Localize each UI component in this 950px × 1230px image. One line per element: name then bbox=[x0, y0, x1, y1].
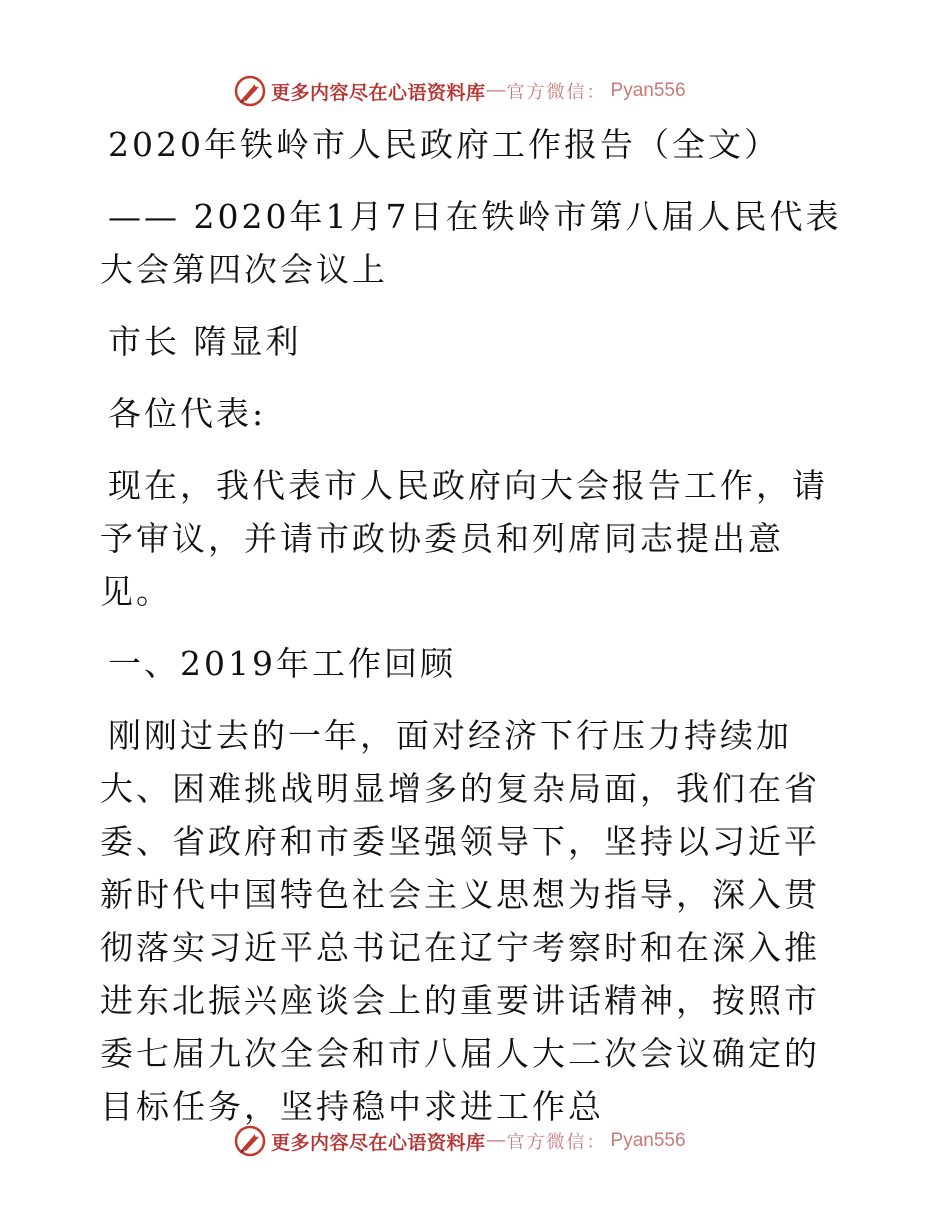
watermark-dash: — bbox=[486, 1130, 506, 1151]
watermark-wechat-id: Pyan556 bbox=[610, 80, 686, 101]
body-paragraph: 刚刚过去的一年，面对经济下行压力持续加大、困难挑战明显增多的复杂局面，我们在省委、省政府和市委坚强领导下，坚持以习近平新时代中国特色社会主义思想为指导，深入贯彻落实习近平总书记在辽宁考察时和在深入推进东北振兴座谈会上的重要讲话精神，按照市委七届九次全会和市八届人大二次会议确定的目标任务，坚持稳中求进工作总 bbox=[100, 716, 820, 1126]
watermark-label: 官方微信： bbox=[506, 1132, 607, 1153]
section-heading: 一、2019年工作回顾 bbox=[108, 644, 456, 683]
header-watermark bbox=[233, 74, 686, 108]
watermark-text: 更多内容尽在心语资料库 bbox=[271, 1131, 486, 1154]
watermark-text: 更多内容尽在心语资料库 bbox=[271, 81, 486, 104]
pen-logo-icon bbox=[233, 1124, 267, 1158]
document-body bbox=[100, 118, 850, 1152]
watermark-dash: — bbox=[486, 80, 506, 101]
document-title: 2020年铁岭市人民政府工作报告（全文） bbox=[108, 125, 780, 164]
watermark-label: 官方微信： bbox=[506, 82, 607, 103]
watermark-wechat-id: Pyan556 bbox=[610, 1130, 686, 1151]
document-subtitle: —— 2020年1月7日在铁岭市第八届人民代表大会第四次会议上 bbox=[100, 197, 842, 289]
document-author: 市长 隋显利 bbox=[108, 322, 302, 361]
salutation: 各位代表: bbox=[108, 394, 267, 433]
intro-paragraph: 现在，我代表市人民政府向大会报告工作，请予审议，并请市政协委员和列席同志提出意见。 bbox=[100, 466, 828, 611]
pen-logo-icon bbox=[233, 74, 267, 108]
footer-watermark bbox=[233, 1124, 686, 1158]
